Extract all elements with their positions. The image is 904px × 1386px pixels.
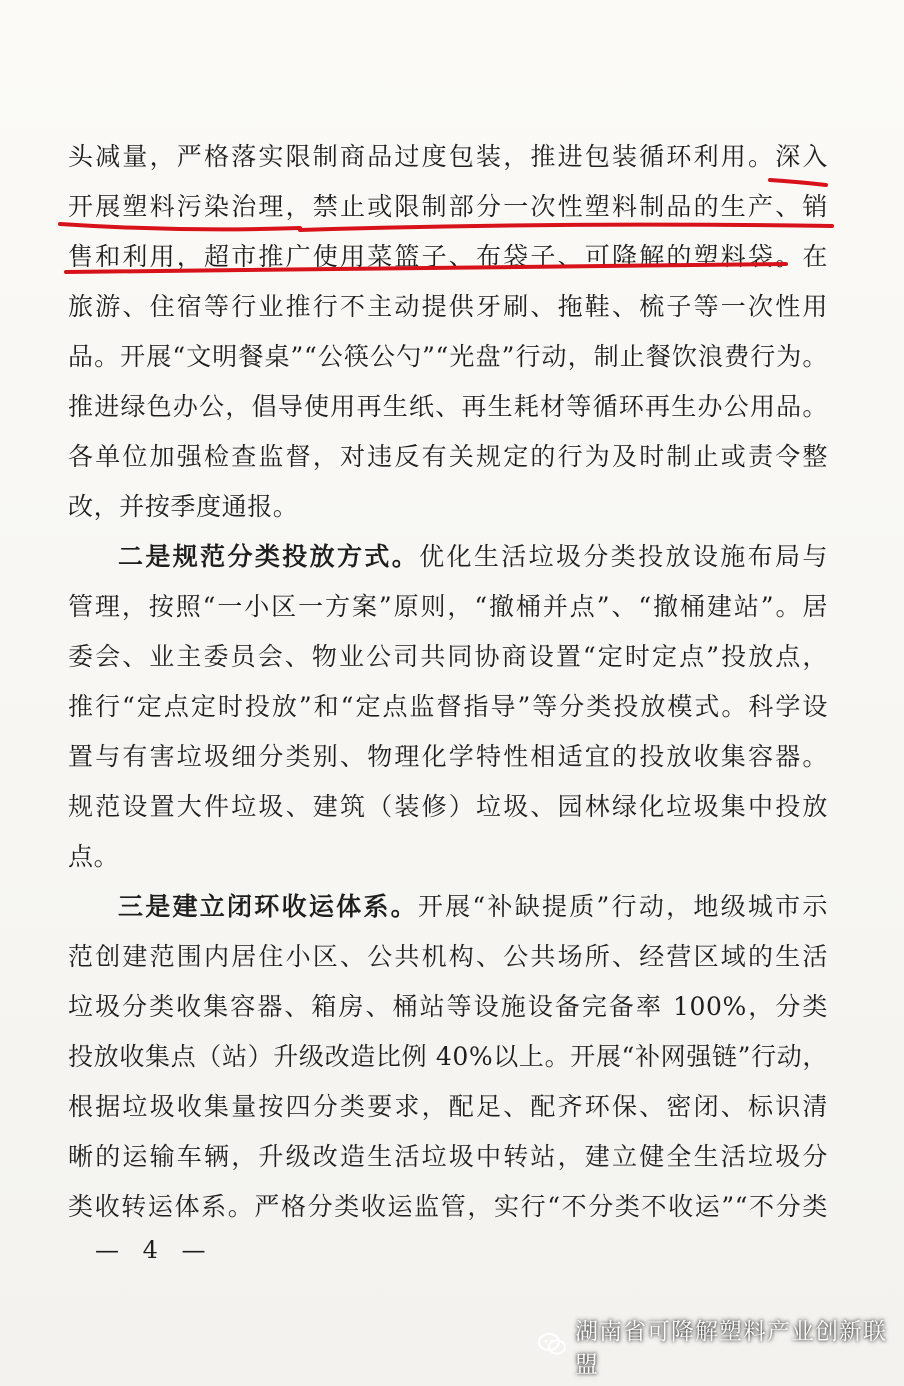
text-line: 旅游、住宿等行业推行不主动提供牙刷、拖鞋、梳子等一次性用 [68, 292, 828, 321]
text-line: 投放收集点（站）升级改造比例 40%以上。开展“补网强链”行动， [68, 1042, 828, 1071]
text-line: 改，并按季度通报。 [68, 492, 299, 521]
text-line: 品。开展“文明餐桌”“公筷公勺”“光盘”行动，制止餐饮浪费行为。 [68, 342, 828, 371]
text-line: 规范设置大件垃圾、建筑（装修）垃圾、园林绿化垃圾集中投放 [68, 792, 828, 821]
underline-stroke [300, 225, 832, 230]
text-line: 售和利用，超市推广使用菜篮子、布袋子、可降解的塑料袋。在 [68, 242, 828, 271]
text-line: 推进绿色办公，倡导使用再生纸、再生耗材等循环再生办公用品。 [68, 392, 828, 421]
section-heading: 二是规范分类投放方式。 [118, 542, 420, 571]
text-line: 置与有害垃圾细分类别、物理化学特性相适宜的投放收集容器。 [68, 742, 828, 771]
section-text: 开展“补缺提质”行动，地级城市示 [417, 892, 828, 921]
underline-stroke [60, 224, 300, 229]
underline-stroke [770, 180, 826, 185]
page-number: — 4 — [95, 1236, 214, 1264]
text-line: 点。 [68, 842, 120, 871]
text-line: 头减量，严格落实限制商品过度包装，推进包装循环利用。深入 [68, 142, 828, 171]
text-line: 委会、业主委员会、物业公司共同协商设置“定时定点”投放点， [68, 642, 828, 671]
text-line: 各单位加强检查监督，对违反有关规定的行为及时制止或责令整 [68, 442, 828, 471]
text-line: 推行“定点定时投放”和“定点监督指导”等分类投放模式。科学设 [68, 692, 828, 721]
text-line: 垃圾分类收集容器、箱房、桶站等设施设备完备率 100%，分类 [68, 992, 828, 1021]
account-watermark [537, 1319, 904, 1378]
text-line: 开展塑料污染治理，禁止或限制部分一次性塑料制品的生产、销 [68, 192, 828, 221]
text-line: 管理，按照“一小区一方案”原则，“撤桶并点”、“撤桶建站”。居 [68, 592, 828, 621]
watermark-text: 湖南省可降解塑料产业创新联盟 [575, 1319, 887, 1378]
text-line: 晰的运输车辆，升级改造生活垃圾中转站，建立健全生活垃圾分 [68, 1142, 828, 1171]
text-line: 类收转运体系。严格分类收运监管，实行“不分类不收运”“不分类 [68, 1192, 828, 1221]
section-text: 优化生活垃圾分类投放设施布局与 [419, 542, 828, 571]
section-heading: 三是建立闭环收运体系。 [118, 892, 418, 921]
wechat-icon [537, 1331, 567, 1361]
underline-stroke [66, 264, 786, 272]
text-line: 范创建范围内居住小区、公共机构、公共场所、经营区域的生活 [68, 942, 828, 971]
text-line: 根据垃圾收集量按四分类要求，配足、配齐环保、密闭、标识清 [68, 1092, 828, 1121]
